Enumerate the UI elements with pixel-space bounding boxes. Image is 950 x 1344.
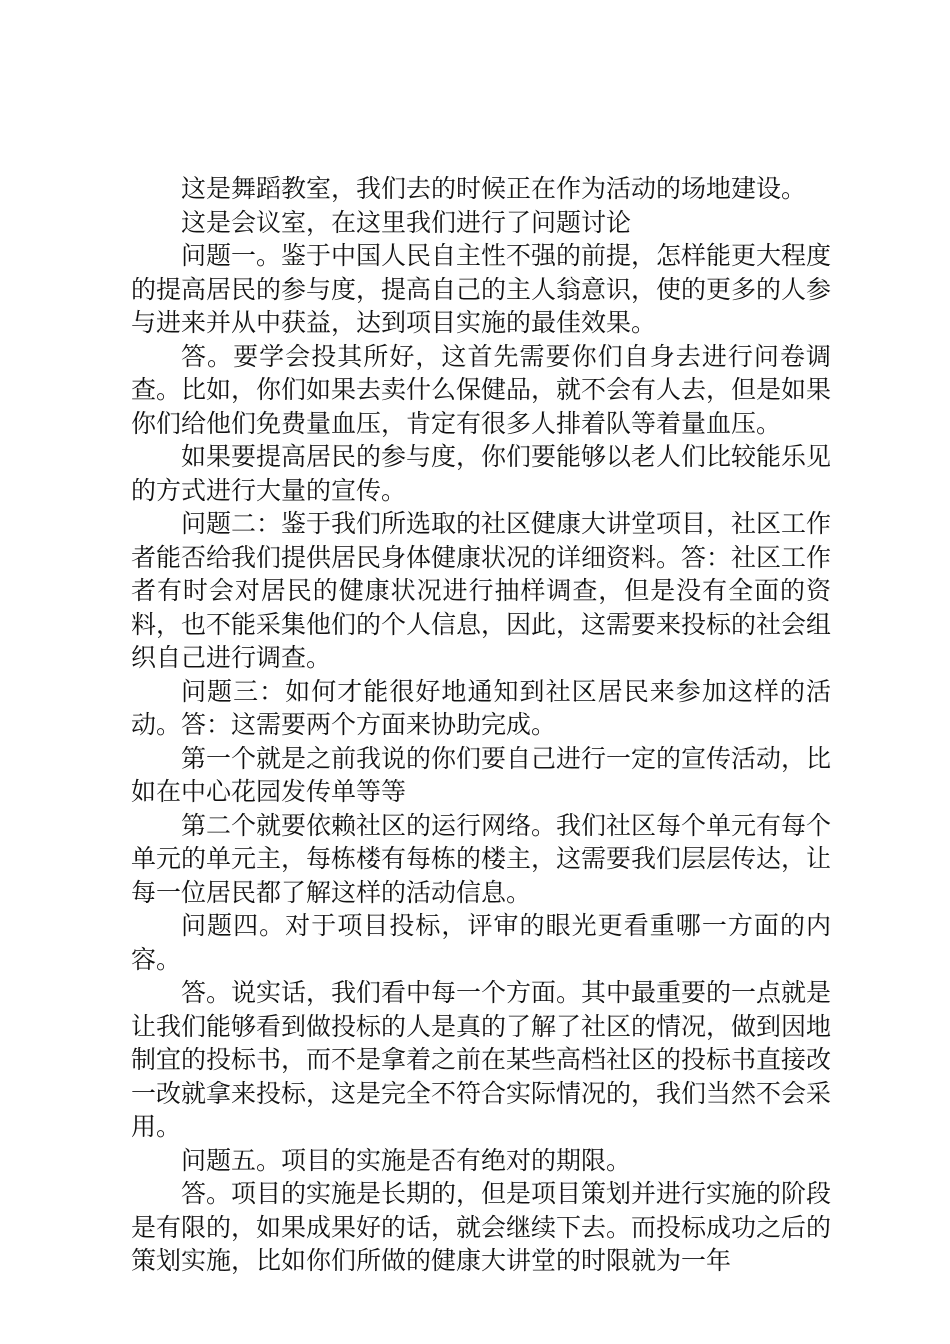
paragraph-answer-4: 答。说实话，我们看中每一个方面。其中最重要的一点就是让我们能够看到做投标的人是真的了解了社区的情况，做到因地制宜的投标书，而不是拿着之前在某些高档社区的投标书直接改一改就拿来投标，这是完全不符合实际情况的，我们当然不会采用。 [131, 978, 832, 1141]
paragraph-question-1: 问题一。鉴于中国人民自主性不强的前提，怎样能更大程度的提高居民的参与度，提高自己的主人翁意识，使的更多的人参与进来并从中获益，达到项目实施的最佳效果。 [131, 241, 832, 337]
paragraph-answer-5: 答。项目的实施是长期的，但是项目策划并进行实施的阶段是有限的，如果成果好的话，就会继续下去。而投标成功之后的策划实施，比如你们所做的健康大讲堂的时限就为一年 [131, 1179, 832, 1275]
paragraph-dance-room: 这是舞蹈教室，我们去的时候正在作为活动的场地建设。 [181, 174, 807, 203]
paragraph-answer-1: 答。要学会投其所好，这首先需要你们自身去进行问卷调查。比如，你们如果去卖什么保健品，就不会有人去，但是如果你们给他们免费量血压，肯定有很多人排着队等着量血压。 [131, 341, 832, 438]
paragraph-meeting-room: 这是会议室，在这里我们进行了问题讨论 [181, 207, 632, 237]
document-body [131, 172, 831, 1278]
paragraph-question-5: 问题五。项目的实施是否有绝对的期限。 [181, 1145, 632, 1175]
paragraph-question-4: 问题四。对于项目投标，评审的眼光更看重哪一方面的内容。 [131, 911, 831, 974]
paragraph-question-2: 问题二：鉴于我们所选取的社区健康大讲堂项目，社区工作者能否给我们提供居民身体健康状况的详细资料。答：社区工作者有时会对居民的健康状况进行抽样调查，但是没有全面的资料，也不能采集他们的个人信息，因此，这需要来投标的社会组织自己进行调查。 [131, 509, 832, 672]
paragraph-answer-3-second: 第二个就要依赖社区的运行网络。我们社区每个单元有每个单元的单元主，每栋楼有每栋的楼主，这需要我们层层传达，让每一位居民都了解这样的活动信息。 [131, 810, 832, 907]
paragraph-question-3: 问题三：如何才能很好地通知到社区居民来参加这样的活动。答：这需要两个方面来协助完成。 [131, 676, 831, 739]
paragraph-answer-3-first: 第一个就是之前我说的你们要自己进行一定的宣传活动，比如在中心花园发传单等等 [131, 743, 832, 806]
paragraph-answer-1-continued: 如果要提高居民的参与度，你们要能够以老人们比较能乐见的方式进行大量的宣传。 [131, 442, 832, 505]
